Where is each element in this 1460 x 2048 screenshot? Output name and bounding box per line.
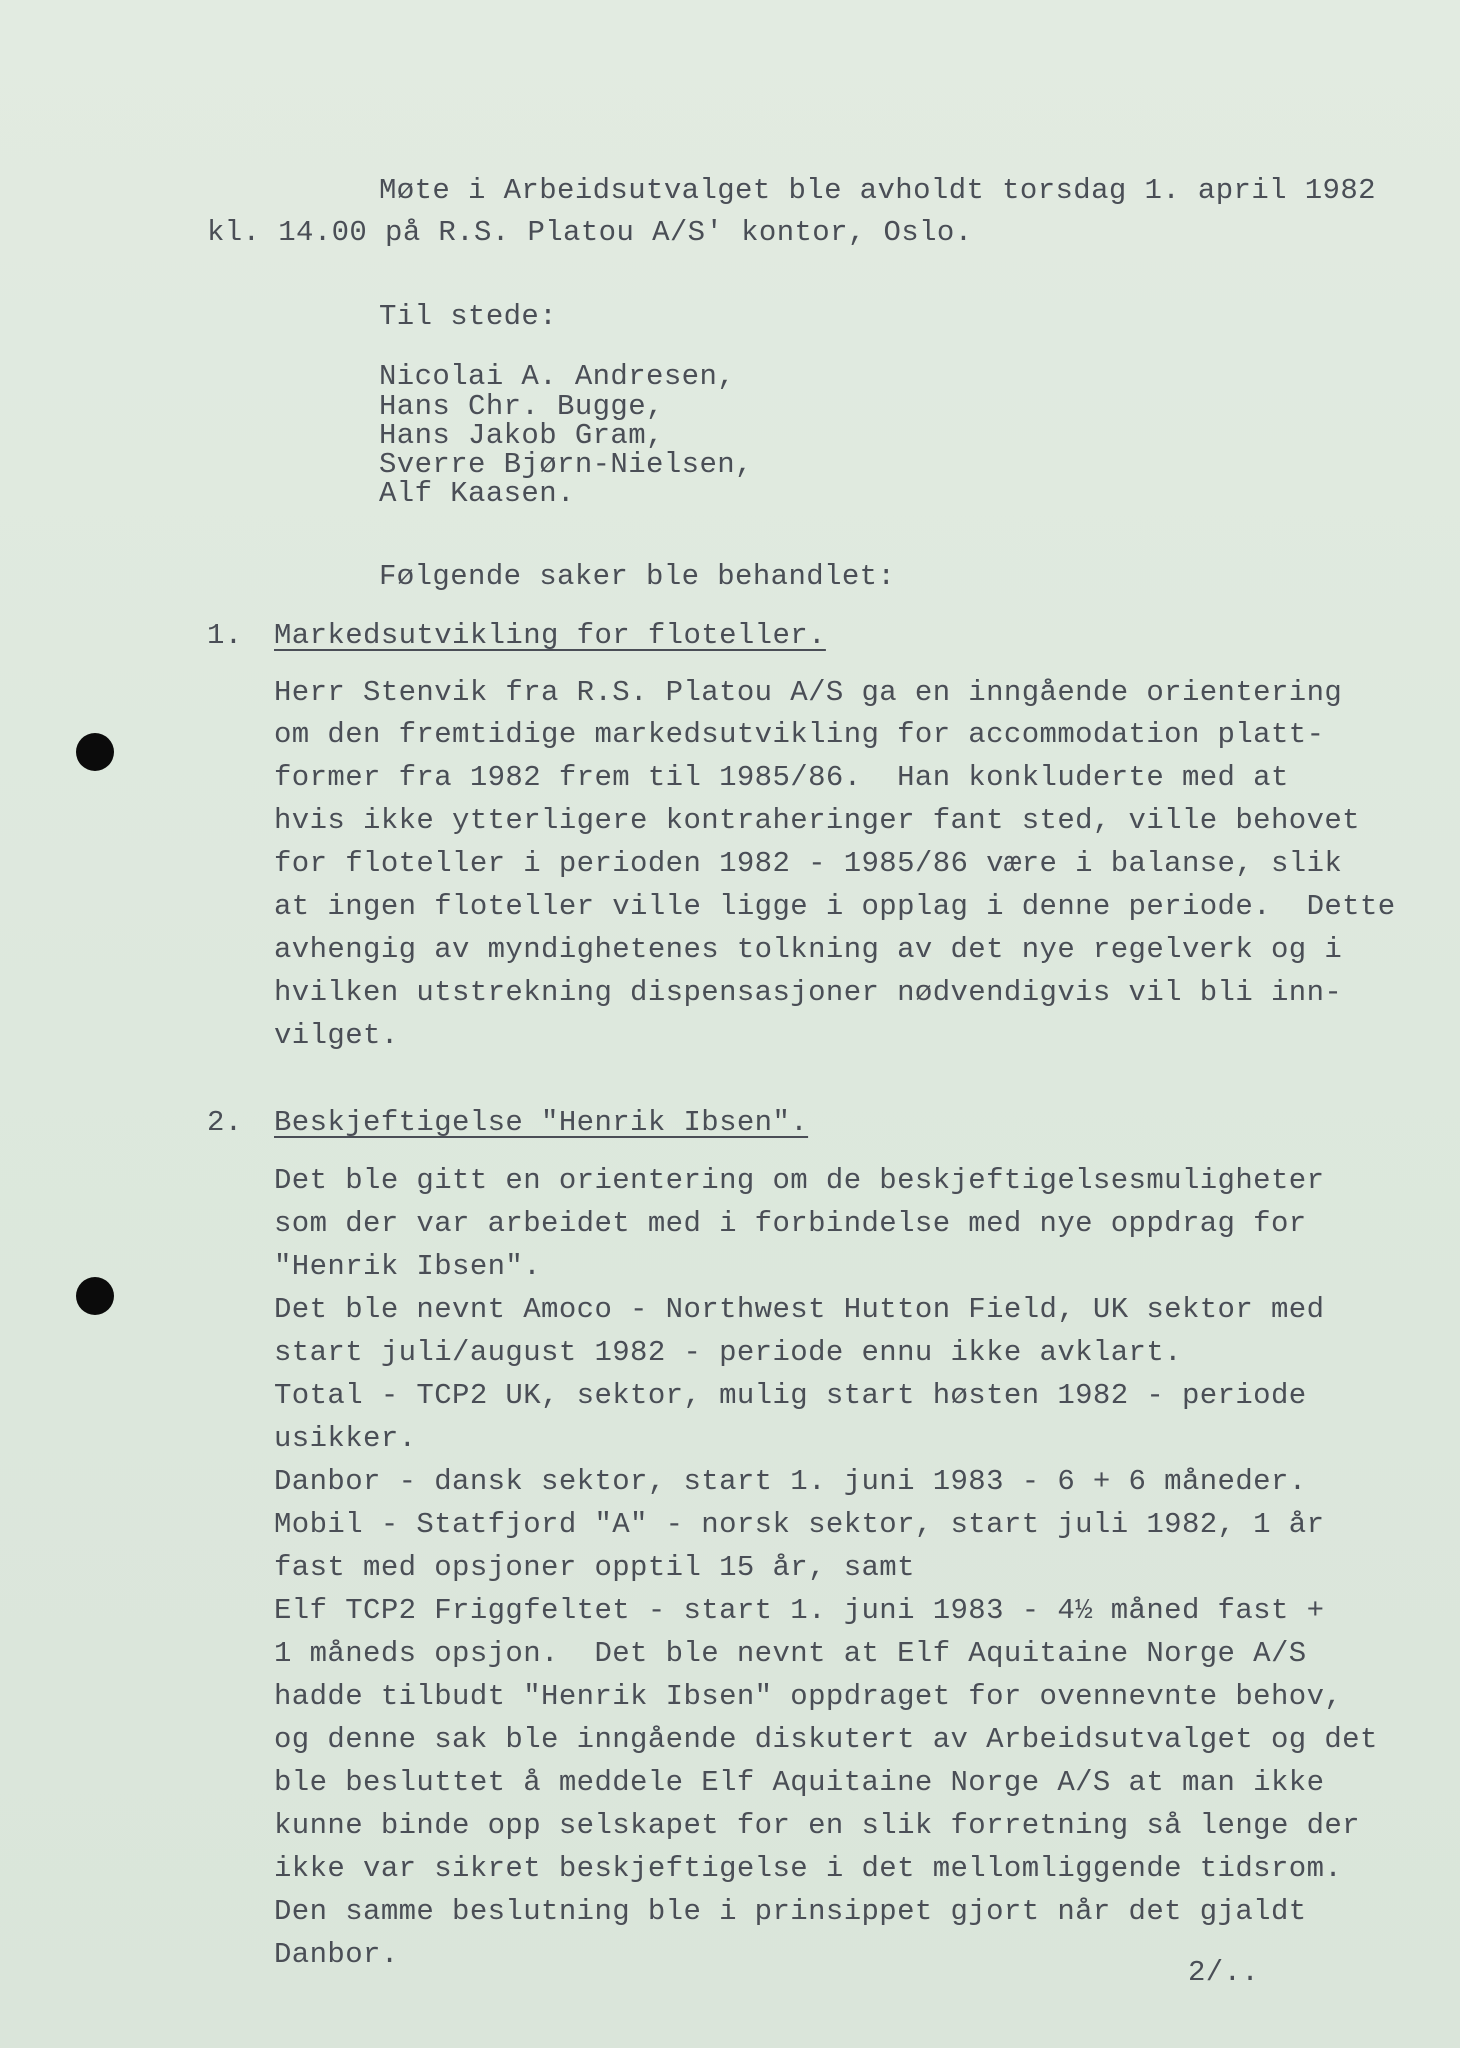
section-text-line: Herr Stenvik fra R.S. Platou A/S ga en inngående orientering <box>274 676 1343 709</box>
punch-hole-top <box>76 733 114 771</box>
intro-line-1: Møte i Arbeidsutvalget ble avholdt torsdag 1. april 1982 <box>379 174 1376 207</box>
section-title: Beskjeftigelse "Henrik Ibsen". <box>274 1106 809 1139</box>
section-text-line: Det ble gitt en orientering om de beskjeftigelsesmuligheter <box>274 1164 1325 1197</box>
attendance-heading: Til stede: <box>379 300 558 333</box>
section-text-line: kunne binde opp selskapet for en slik forretning så lenge der <box>274 1809 1360 1842</box>
section-text-line: Det ble nevnt Amoco - Northwest Hutton Field, UK sektor med <box>274 1293 1325 1326</box>
section-text-line: "Henrik Ibsen". <box>274 1250 542 1283</box>
section-text-line: at ingen floteller ville ligge i opplag i denne periode. Dette <box>274 890 1396 923</box>
attendance-member: Sverre Bjørn-Nielsen, <box>379 448 753 481</box>
section-text-line: Danbor - dansk sektor, start 1. juni 1983 - 6 + 6 måneder. <box>274 1465 1307 1498</box>
section-text-line: start juli/august 1982 - periode ennu ikke avklart. <box>274 1336 1182 1369</box>
section-text-line: Mobil - Statfjord "A" - norsk sektor, start juli 1982, 1 år <box>274 1508 1325 1541</box>
section-text-line: fast med opsjoner opptil 15 år, samt <box>274 1551 915 1584</box>
bleed-through-watermark <box>0 560 64 842</box>
section-text-line: vilget. <box>274 1019 399 1052</box>
section-text-line: usikker. <box>274 1422 417 1455</box>
attendance-member: Hans Jakob Gram, <box>379 419 664 452</box>
section-text-line: hvis ikke ytterligere kontraheringer fant sted, ville behovet <box>274 804 1360 837</box>
section-text-line: 1 måneds opsjon. Det ble nevnt at Elf Aquitaine Norge A/S <box>274 1637 1307 1670</box>
section-text-line: som der var arbeidet med i forbindelse med nye oppdrag for <box>274 1207 1307 1240</box>
section-text-line: former fra 1982 frem til 1985/86. Han konkluderte med at <box>274 761 1289 794</box>
section-text-line: avhengig av myndighetenes tolkning av det nye regelverk og i <box>274 933 1343 966</box>
section-text-line: ikke var sikret beskjeftigelse i det mellomliggende tidsrom. <box>274 1852 1343 1885</box>
attendance-member: Nicolai A. Andresen, <box>379 360 736 393</box>
page-continuation-marker: 2/.. <box>1188 1956 1260 1989</box>
attendance-member: Hans Chr. Bugge, <box>379 390 664 423</box>
section-text-line: og denne sak ble inngående diskutert av Arbeidsutvalget og det <box>274 1723 1378 1756</box>
punch-hole-bottom <box>76 1277 114 1315</box>
section-text-line: Danbor. <box>274 1938 399 1971</box>
section-text-line: hadde tilbudt "Henrik Ibsen" oppdraget for ovennevnte behov, <box>274 1680 1343 1713</box>
section-number: 2. <box>207 1106 243 1139</box>
section-text-line: Elf TCP2 Friggfeltet - start 1. juni 1983 - 4½ måned fast + <box>274 1594 1325 1627</box>
section-text-line: ble besluttet å meddele Elf Aquitaine Norge A/S at man ikke <box>274 1766 1325 1799</box>
section-text-line: hvilken utstrekning dispensasjoner nødvendigvis vil bli inn- <box>274 976 1343 1009</box>
section-number: 1. <box>207 619 243 652</box>
attendance-member: Alf Kaasen. <box>379 477 575 510</box>
section-text-line: om den fremtidige markedsutvikling for accommodation platt- <box>274 718 1325 751</box>
section-text-line: Den samme beslutning ble i prinsippet gjort når det gjaldt <box>274 1895 1307 1928</box>
section-title: Markedsutvikling for floteller. <box>274 619 826 652</box>
section-text-line: for floteller i perioden 1982 - 1985/86 være i balanse, slik <box>274 847 1343 880</box>
intro-line-2: kl. 14.00 på R.S. Platou A/S' kontor, Oslo. <box>207 216 973 249</box>
section-text-line: Total - TCP2 UK, sektor, mulig start høsten 1982 - periode <box>274 1379 1307 1412</box>
agenda-intro: Følgende saker ble behandlet: <box>379 560 896 593</box>
